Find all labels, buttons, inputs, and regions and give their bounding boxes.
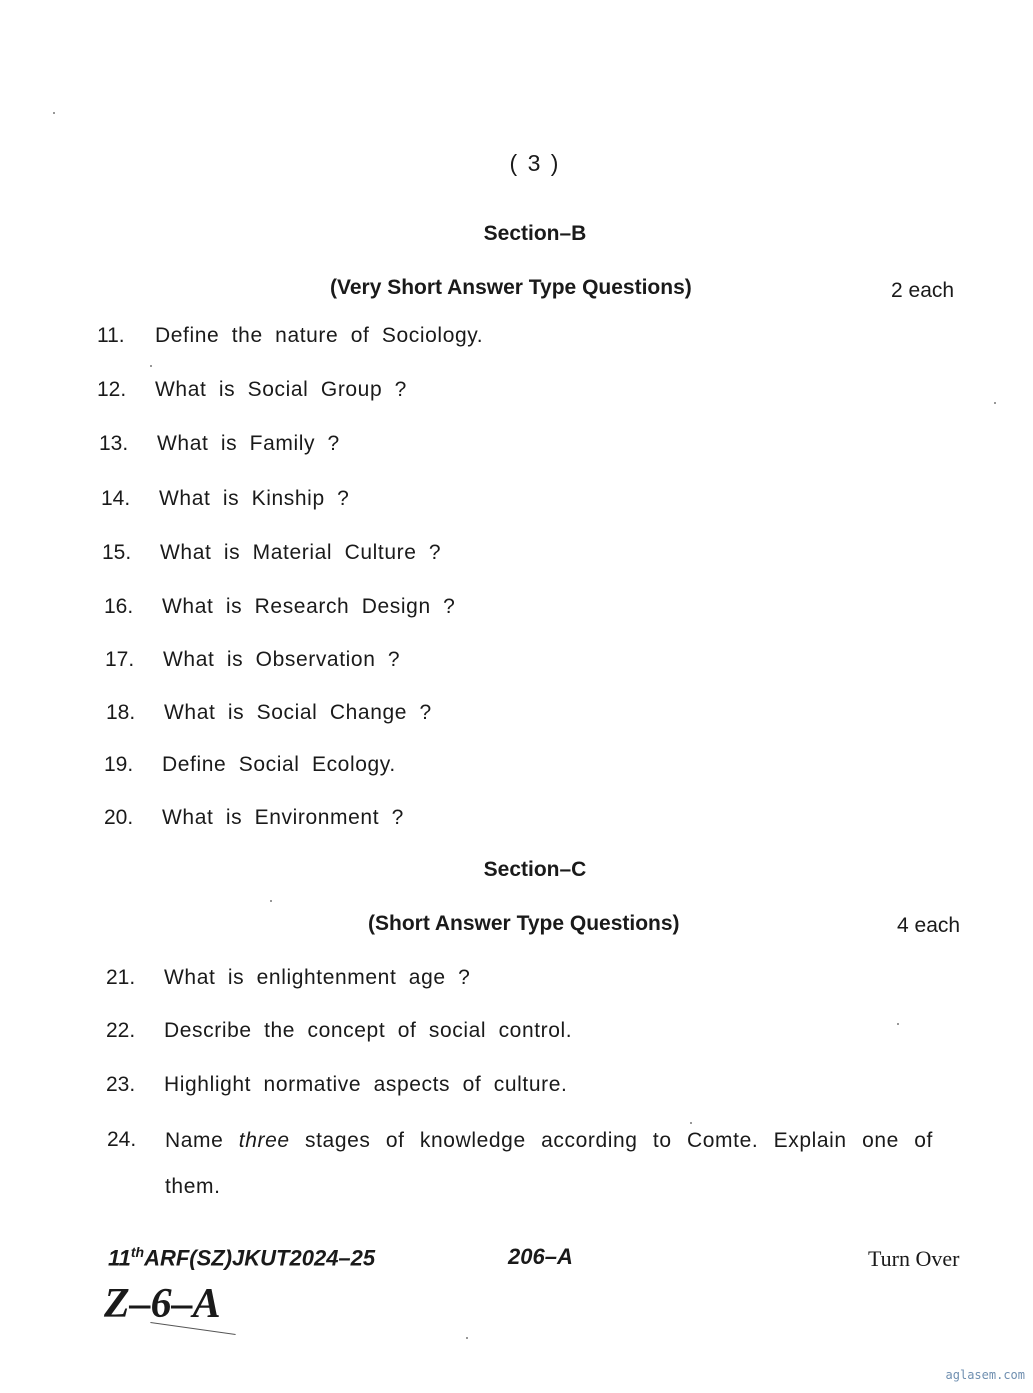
- question-text-start: Name: [165, 1129, 239, 1152]
- question-number: 16.: [104, 595, 134, 618]
- scan-speck: [690, 1122, 692, 1124]
- question-number: 11.: [97, 324, 125, 347]
- question-number: 14.: [101, 487, 131, 510]
- question-number: 15.: [102, 541, 132, 564]
- question-number: 18.: [106, 701, 136, 724]
- question-text: What is Family ?: [157, 432, 340, 455]
- question-text: What is enlightenment age ?: [164, 966, 471, 989]
- section-c-subtitle: (Short Answer Type Questions): [368, 912, 680, 935]
- question-number: 13.: [99, 432, 129, 455]
- question-text: What is Material Culture ?: [160, 541, 442, 564]
- section-b-marks: 2 each: [891, 279, 955, 302]
- turn-over-note: Turn Over: [868, 1246, 960, 1271]
- question-text: Highlight normative aspects of culture.: [164, 1073, 568, 1096]
- question-text: Define Social Ecology.: [162, 753, 396, 776]
- question-number: 22.: [106, 1019, 136, 1042]
- section-c-title: Section–C: [483, 858, 587, 881]
- question-text: What is Research Design ?: [162, 595, 456, 618]
- question-number: 24.: [107, 1128, 137, 1151]
- question-number: 20.: [104, 806, 134, 829]
- scan-speck: [994, 402, 996, 404]
- exam-code: [108, 1244, 375, 1271]
- emphasis-text: three: [238, 1129, 290, 1152]
- scan-speck: [53, 112, 55, 114]
- exam-code-number: 11: [108, 1245, 131, 1271]
- scan-speck: [897, 1023, 899, 1025]
- question-number: 19.: [104, 753, 134, 776]
- question-text-end: stages of knowledge according to Comte. Explain one of them.: [165, 1129, 933, 1198]
- page-number: ( 3 ): [509, 150, 561, 176]
- scan-speck: [270, 900, 272, 902]
- exam-code-rest: ARF(SZ)JKUT2024–25: [144, 1245, 376, 1271]
- question-number: 12.: [97, 378, 127, 401]
- section-c-marks: 4 each: [897, 914, 961, 937]
- section-b-title: Section–B: [483, 222, 587, 245]
- question-text: [165, 1118, 933, 1210]
- question-text: Describe the concept of social control.: [164, 1019, 573, 1042]
- section-b-subtitle: (Very Short Answer Type Questions): [330, 276, 692, 299]
- question-number: 23.: [106, 1073, 136, 1096]
- question-text: What is Social Change ?: [164, 701, 432, 724]
- question-number: 21.: [106, 966, 136, 989]
- question-text: What is Observation ?: [163, 648, 401, 671]
- series-code: Z–6–A: [104, 1281, 221, 1327]
- paper-code: 206–A: [508, 1244, 573, 1269]
- question-number: 17.: [105, 648, 135, 671]
- scan-speck: [466, 1337, 468, 1339]
- scan-speck: [150, 365, 152, 367]
- question-text: What is Kinship ?: [159, 487, 350, 510]
- question-text: Define the nature of Sociology.: [155, 324, 484, 347]
- question-text: What is Social Group ?: [155, 378, 407, 401]
- question-text: What is Environment ?: [162, 806, 404, 829]
- exam-code-suffix: th: [130, 1244, 145, 1260]
- watermark: aglasem.com: [945, 1368, 1025, 1382]
